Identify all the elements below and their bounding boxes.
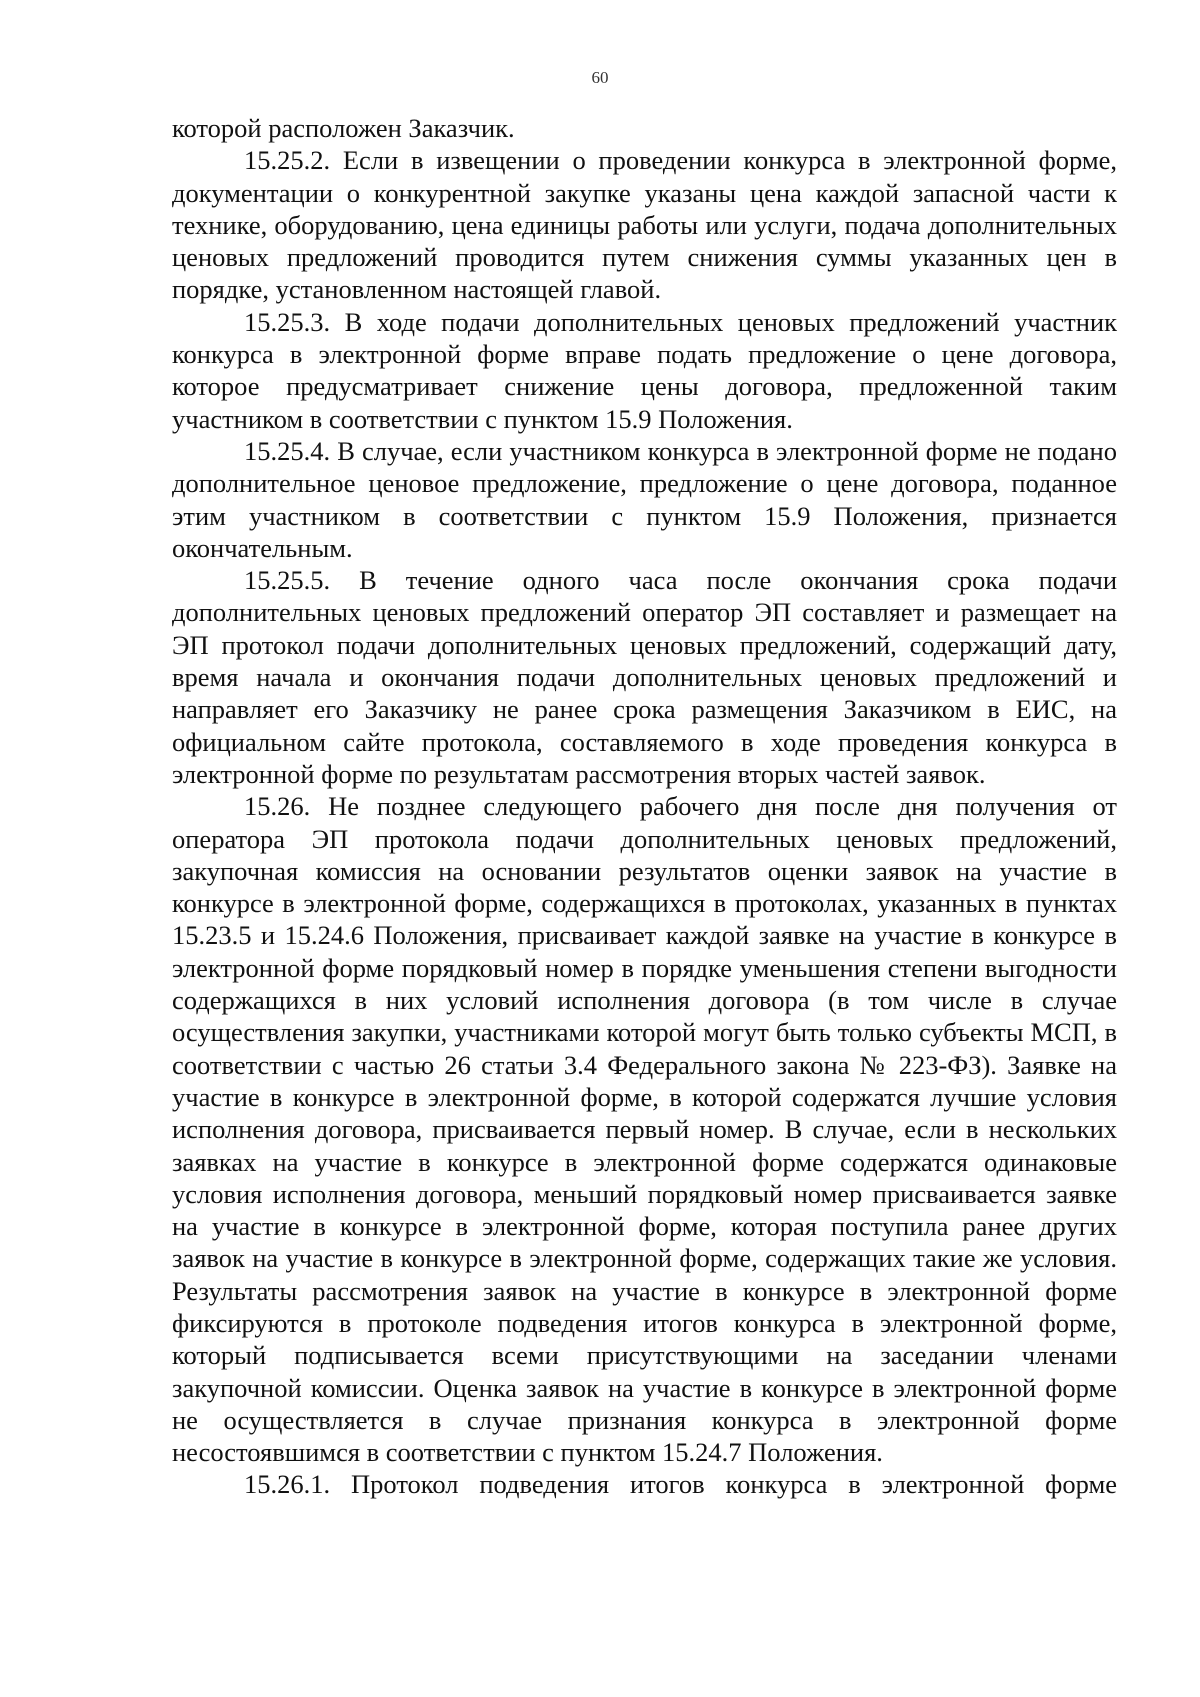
paragraph-15-26-1: 15.26.1. Протокол подведения итогов конкурса в электронной форме (244, 1469, 1117, 1500)
paragraph-15-25-3: 15.25.3. В ходе подачи дополнительных ценовых предложений участник конкурса в электронной форме вправе подать предложение о цене договора, которое предусматривает снижение цены договора, предложенной таким участником в соответствии с пунктом 15.9 Положения. (172, 306, 1117, 434)
document-body (172, 112, 1117, 1501)
paragraph-15-25-5: 15.25.5. В течение одного часа после окончания срока подачи дополнительных ценовых предложений оператор ЭП составляет и размещает на ЭП протокол подачи дополнительных ценовых предложений, содержащий дату, время начала и окончания подачи дополнительных ценовых предложений и направляет его Заказчику не ранее срока размещения Заказчиком в ЕИС, на официальном сайте протокола, составляемого в ходе проведения конкурса в электронной форме по результатам рассмотрения вторых частей заявок. (172, 565, 1117, 789)
paragraph-15-25-2: 15.25.2. Если в извещении о проведении конкурса в электронной форме, документации о конкурентной закупке указаны цена каждой запасной части к технике, оборудованию, цена единицы работы или услуги, подача дополнительных ценовых предложений проводится путем снижения суммы указанных цен в порядке, установленном настоящей главой. (172, 145, 1117, 305)
paragraph-15-25-4: 15.25.4. В случае, если участником конкурса в электронной форме не подано дополнительное ценовое предложение, предложение о цене договора, поданное этим участником в соответствии с пунктом 15.9 Положения, признается окончательным. (172, 435, 1117, 563)
page-number: 60 (591, 68, 609, 87)
paragraph-15-26: 15.26. Не позднее следующего рабочего дня после дня получения от оператора ЭП протокола подачи дополнительных ценовых предложений, закупочная комиссия на основании результатов оценки заявок на участие в конкурсе в электронной форме, содержащихся в протоколах, указанных в пунктах 15.23.5 и 15.24.6 Положения, присваивает каждой заявке на участие в конкурсе в электронной форме порядковый номер в порядке уменьшения степени выгодности содержащихся в них условий исполнения договора (в том числе в случае осуществления закупки, участниками которой могут быть только субъекты МСП, в соответствии с частью 26 статьи 3.4 Федерального закона № 223-ФЗ). Заявке на участие в конкурсе в электронной форме, в которой содержатся лучшие условия исполнения договора, присваивается первый номер. В случае, если в нескольких заявках на участие в конкурсе в электронной форме содержатся одинаковые условия исполнения договора, меньший порядковый номер присваивается заявке на участие в конкурсе в электронной форме, которая поступила ранее других заявок на участие в конкурсе в электронной форме, содержащих такие же условия. Результаты рассмотрения заявок на участие в конкурсе в электронной форме фиксируются в протоколе подведения итогов конкурса в электронной форме, который подписывается всеми присутствующими на заседании членами закупочной комиссии. Оценка заявок на участие в конкурсе в электронной форме не осуществляется в случае признания конкурса в электронной форме несостоявшимся в соответствии с пунктом 15.24.7 Положения. (172, 791, 1117, 1468)
paragraph-continuation: которой расположен Заказчик. (172, 113, 515, 143)
